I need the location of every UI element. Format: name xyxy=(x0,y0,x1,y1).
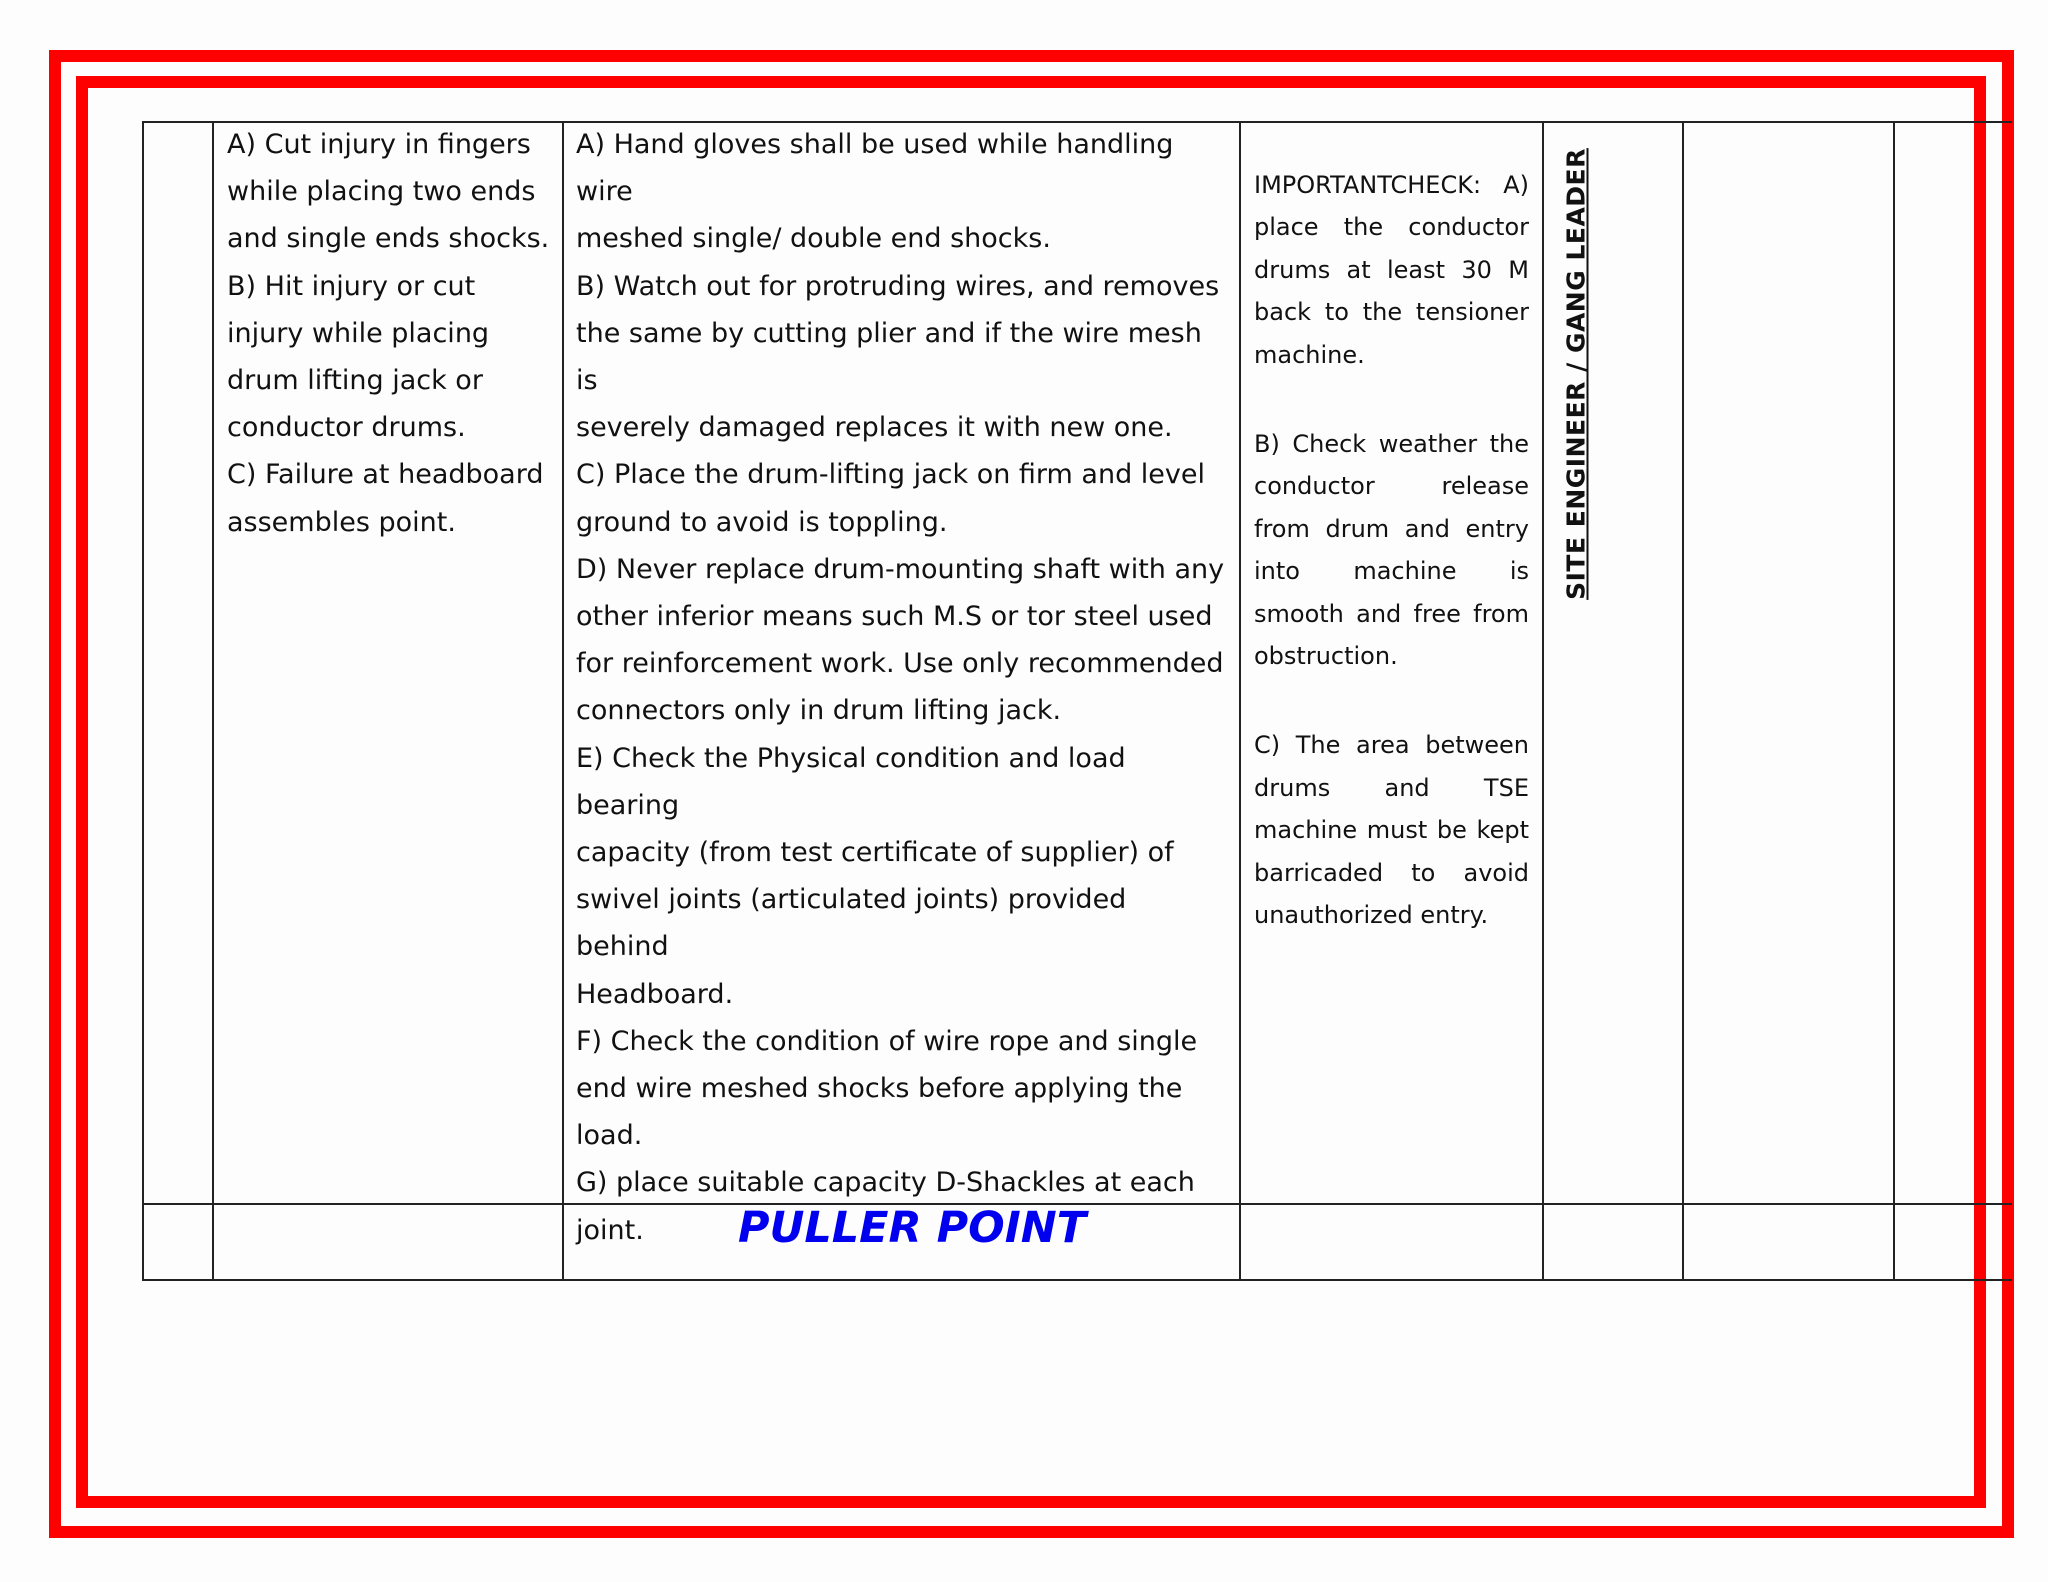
table-bottom-border xyxy=(142,1279,2012,1281)
table-column-line xyxy=(1239,121,1241,1281)
table-column-line xyxy=(1542,121,1544,1281)
check-item-b: B) Check weather the conductor release from drum and entry into machine is smooth and free from obstruction. xyxy=(1254,429,1529,670)
check-item-a: IMPORTANTCHECK: A) place the conductor drums at least 30 M back to the tensioner machine. xyxy=(1254,170,1529,369)
table-column-line xyxy=(212,121,214,1281)
table-column-line xyxy=(142,121,144,1281)
hazard-risks-cell: A) Cut injury in fingers while placing two ends and single ends shocks. B) Hit injury or cut injury while placing drum lifting jack or conductor drums. C) Failure at headboard assembles point. xyxy=(227,129,550,538)
important-check-cell xyxy=(1254,121,1529,979)
control-measures-cell: A) Hand gloves shall be used while handling wire meshed single/ double end shocks. B) Watch out for protruding wires, and removes the same by cutting plier and if the wire mesh is severely damaged replaces it with new one. C) Place the drum-lifting jack on firm and level ground to avoid is toppling. D) Never replace drum-mounting shaft with any other inferior means such M.S or tor steel used for reinforcement work. Use only recommended connectors only in drum lifting jack. E) Check the Physical condition and load bearing capacity (from test certificate of supplier) of swivel joints (articulated joints) provided behind Headboard. F) Check the condition of wire rope and single end wire meshed shocks before applying the load. G) place suitable capacity D-Shackles at each joint. xyxy=(576,129,1225,1246)
check-item-c: C) The area between drums and TSE machine must be kept barricaded to avoid unauthorized entry. xyxy=(1254,731,1529,929)
table-column-line xyxy=(1682,121,1684,1281)
responsibility-cell xyxy=(1556,129,1596,619)
table-column-line xyxy=(1893,121,1895,1281)
responsibility-label: SITE ENGINEER / GANG LEADER xyxy=(1561,148,1591,600)
hazard-control-table xyxy=(142,121,2012,1281)
section-title-puller-point: PULLER POINT xyxy=(737,1203,1087,1253)
